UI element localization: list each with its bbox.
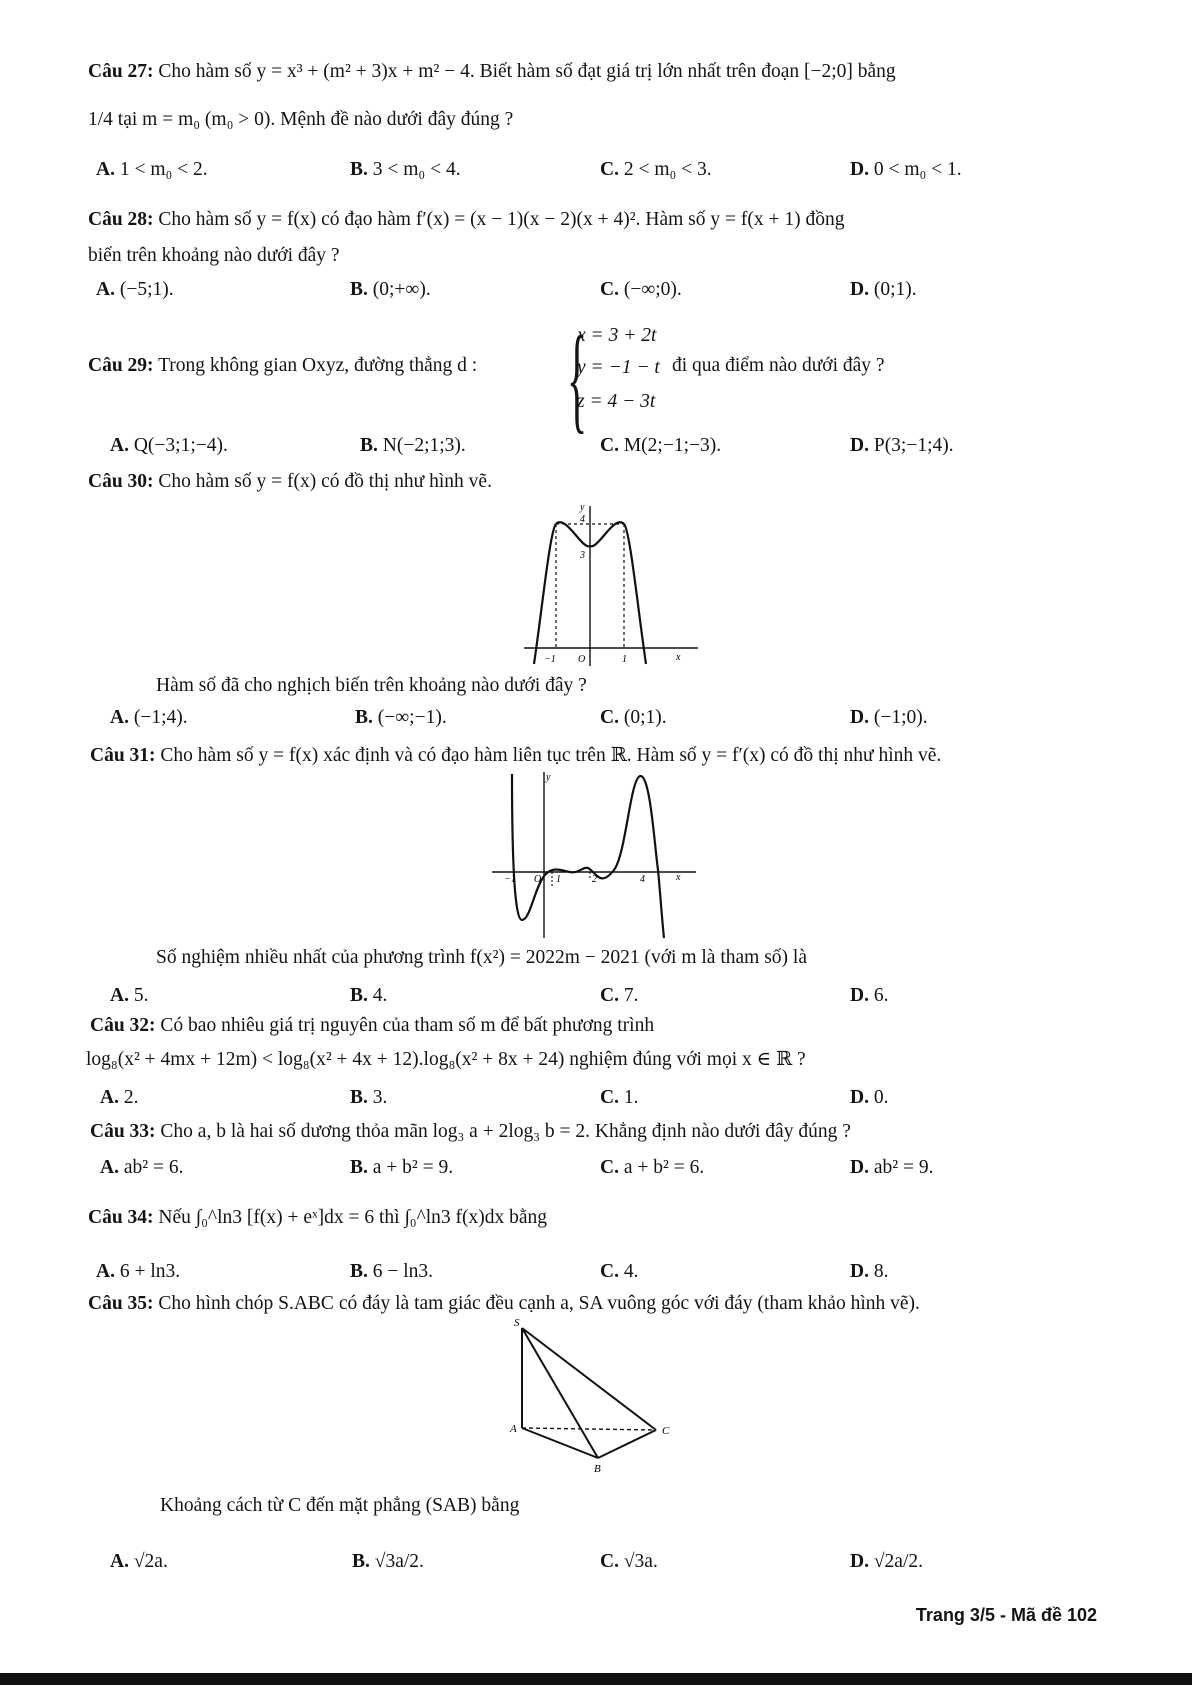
q33-option-a-text: ab² = 6. — [123, 1157, 184, 1178]
q29-option-b-text: N(−2;1;3). — [382, 435, 466, 456]
q31-option-b-key: B. — [350, 985, 368, 1006]
q29-system-brace: { — [567, 311, 588, 444]
q30-label-x: x — [676, 652, 681, 663]
q33-option-b[interactable] — [350, 1156, 453, 1180]
q35-line-1 — [88, 1292, 920, 1316]
q29-option-d[interactable] — [850, 434, 954, 458]
q30-text-1: Cho hàm số y = f(x) có đồ thị như hình vẽ. — [158, 471, 492, 492]
q34-number: Câu 34: — [88, 1207, 154, 1228]
q31-line-2 — [156, 946, 807, 970]
q28-option-d-text: (0;1). — [873, 279, 917, 300]
q29-line-2 — [672, 354, 885, 378]
q29-option-b-key: B. — [360, 435, 378, 456]
q35-edge-ac-hidden — [522, 1428, 656, 1430]
q30-label-y: y — [580, 502, 585, 513]
page-footer: Trang 3/5 - Mã đề 102 — [915, 1605, 1097, 1625]
q31-option-d-text: 6. — [873, 985, 889, 1006]
q28-option-a[interactable] — [96, 278, 174, 302]
q30-line-2 — [156, 674, 587, 698]
q30-option-d-text: (−1;0). — [873, 707, 928, 728]
q28-option-b-key: B. — [350, 279, 368, 300]
q33-option-d-key: D. — [850, 1157, 869, 1178]
q32-text-1: Có bao nhiêu giá trị nguyên của tham số m để bất phương trình — [160, 1015, 655, 1036]
q34-option-a-key: A. — [96, 1261, 115, 1282]
q30-label-minus1: −1 — [544, 654, 556, 665]
q34-option-a[interactable] — [96, 1260, 180, 1284]
q31-option-a-key: A. — [110, 985, 129, 1006]
q35-option-d-text: √2a/2. — [873, 1551, 923, 1572]
q27-option-c[interactable] — [600, 158, 712, 182]
q31-label-o: O — [534, 874, 542, 885]
q32-option-d-key: D. — [850, 1087, 869, 1108]
q35-option-c[interactable] — [600, 1550, 658, 1574]
q27-option-d-key: D. — [850, 159, 869, 180]
q31-label-y: y — [546, 772, 551, 783]
q35-pyramid — [506, 1318, 686, 1478]
q31-label-1: 1 — [556, 874, 561, 885]
q32-number: Câu 32: — [90, 1015, 156, 1036]
q30-graph — [520, 500, 700, 670]
q30-label-o: O — [578, 654, 586, 665]
q33-option-d[interactable] — [850, 1156, 933, 1180]
q32-option-b-key: B. — [350, 1087, 368, 1108]
q31-graph-svg — [490, 770, 700, 940]
q31-text-2: Số nghiệm nhiều nhất của phương trình f(x²) = 2022m − 2021 (với m là tham số) là — [156, 947, 807, 968]
q27-option-a-key: A. — [96, 159, 115, 180]
q27-option-c-key: C. — [600, 159, 619, 180]
q30-label-1: 1 — [622, 654, 627, 665]
q35-label-a: A — [510, 1423, 517, 1435]
q35-option-a-text: √2a. — [133, 1551, 168, 1572]
q30-option-b-text: (−∞;−1). — [377, 707, 447, 728]
q35-label-c: C — [662, 1425, 670, 1437]
q32-text-2: log₈(x² + 4mx + 12m) < log₈(x² + 4x + 12).log₈(x² + 8x + 24) nghiệm đúng với mọi x ∈ ℝ ? — [86, 1049, 806, 1070]
q29-option-b[interactable] — [360, 434, 466, 458]
q31-label-2: 2 — [592, 874, 597, 885]
q34-option-b-text: 6 − ln3. — [372, 1261, 434, 1282]
q32-option-b-text: 3. — [372, 1087, 388, 1108]
q30-option-d[interactable] — [850, 706, 928, 730]
q30-option-c-key: C. — [600, 707, 619, 728]
q35-number: Câu 35: — [88, 1293, 154, 1314]
q34-line-1 — [88, 1206, 547, 1230]
q33-option-c-text: a + b² = 6. — [623, 1157, 705, 1178]
q31-line-1 — [90, 744, 941, 768]
q32-option-a-key: A. — [100, 1087, 119, 1108]
q31-option-c-key: C. — [600, 985, 619, 1006]
q28-text-2: biến trên khoảng nào dưới đây ? — [88, 245, 340, 266]
q30-option-d-key: D. — [850, 707, 869, 728]
q29-option-a[interactable] — [110, 434, 228, 458]
q30-label-4: 4 — [580, 514, 585, 525]
q32-option-d[interactable] — [850, 1086, 888, 1110]
q31-option-d[interactable] — [850, 984, 888, 1008]
q30-option-a-text: (−1;4). — [133, 707, 188, 728]
q31-text-1: Cho hàm số y = f(x) xác định và có đạo hàm liên tục trên ℝ. Hàm số y = f′(x) có đồ thị như hình vẽ. — [160, 745, 942, 766]
q33-text-1: Cho a, b là hai số dương thỏa mãn log₃ a + 2log₃ b = 2. Khẳng định nào dưới đây đúng ? — [160, 1121, 851, 1142]
q35-option-b-key: B. — [352, 1551, 370, 1572]
q35-label-s: S — [514, 1318, 520, 1329]
q35-label-b: B — [594, 1463, 601, 1475]
q32-option-d-text: 0. — [873, 1087, 889, 1108]
q29-text-1: Trong không gian Oxyz, đường thẳng d : — [158, 355, 478, 376]
q28-option-b[interactable] — [350, 278, 431, 302]
q30-option-b[interactable] — [355, 706, 447, 730]
q30-option-c[interactable] — [600, 706, 667, 730]
q32-option-a[interactable] — [100, 1086, 138, 1110]
q28-line-1 — [88, 208, 844, 232]
q35-edge-bc — [598, 1430, 656, 1458]
q28-option-c[interactable] — [600, 278, 682, 302]
q31-option-a[interactable] — [110, 984, 148, 1008]
q27-option-a-text: 1 < m₀ < 2. — [119, 159, 208, 180]
q28-line-2 — [88, 244, 340, 268]
q28-option-a-key: A. — [96, 279, 115, 300]
q33-option-d-text: ab² = 9. — [873, 1157, 934, 1178]
q28-text-1: Cho hàm số y = f(x) có đạo hàm f′(x) = (x − 1)(x − 2)(x + 4)². Hàm số y = f(x + 1) đồng — [158, 209, 845, 230]
q27-option-b-text: 3 < m₀ < 4. — [372, 159, 461, 180]
q27-option-d-text: 0 < m₀ < 1. — [873, 159, 962, 180]
q29-option-d-text: P(3;−1;4). — [873, 435, 954, 456]
q32-option-b[interactable] — [350, 1086, 387, 1110]
q30-text-2: Hàm số đã cho nghịch biến trên khoảng nào dưới đây ? — [156, 675, 587, 696]
q30-option-c-text: (0;1). — [623, 707, 667, 728]
q27-line-2 — [88, 108, 513, 132]
q30-graph-svg — [520, 500, 700, 670]
q27-option-b-key: B. — [350, 159, 368, 180]
q28-number: Câu 28: — [88, 209, 154, 230]
q29-option-a-text: Q(−3;1;−4). — [133, 435, 228, 456]
q27-text-1: Cho hàm số y = x³ + (m² + 3)x + m² − 4. Biết hàm số đạt giá trị lớn nhất trên đoạn [−2;0] bằng — [158, 61, 896, 82]
q29-option-c[interactable] — [600, 434, 721, 458]
q34-option-d-text: 8. — [873, 1261, 889, 1282]
q35-option-d[interactable] — [850, 1550, 923, 1574]
q27-option-b[interactable] — [350, 158, 461, 182]
q34-option-c-key: C. — [600, 1261, 619, 1282]
q31-option-d-key: D. — [850, 985, 869, 1006]
q27-option-c-text: 2 < m₀ < 3. — [623, 159, 712, 180]
q35-text-1: Cho hình chóp S.ABC có đáy là tam giác đều cạnh a, SA vuông góc với đáy (tham khảo hình vẽ). — [158, 1293, 920, 1314]
q31-number: Câu 31: — [90, 745, 156, 766]
q32-option-c-text: 1. — [623, 1087, 639, 1108]
q27-option-d[interactable] — [850, 158, 962, 182]
q27-number: Câu 27: — [88, 61, 154, 82]
q29-eq-x: x = 3 + 2t — [577, 325, 657, 346]
q35-option-d-key: D. — [850, 1551, 869, 1572]
q33-option-c-key: C. — [600, 1157, 619, 1178]
q31-option-c-text: 7. — [623, 985, 639, 1006]
q35-option-a-key: A. — [110, 1551, 129, 1572]
q34-option-b[interactable] — [350, 1260, 433, 1284]
q31-option-b[interactable] — [350, 984, 387, 1008]
q35-pyramid-svg — [506, 1318, 686, 1478]
q28-option-a-text: (−5;1). — [119, 279, 174, 300]
q32-option-c-key: C. — [600, 1087, 619, 1108]
q33-number: Câu 33: — [90, 1121, 156, 1142]
q29-option-c-text: M(2;−1;−3). — [623, 435, 722, 456]
q33-option-a-key: A. — [100, 1157, 119, 1178]
q34-option-a-text: 6 + ln3. — [119, 1261, 181, 1282]
q29-option-a-key: A. — [110, 435, 129, 456]
q29-eq-y: y = −1 − t — [577, 357, 660, 378]
q29-eq-z: z = 4 − 3t — [577, 391, 656, 412]
q27-line-1 — [88, 60, 896, 84]
q30-label-3: 3 — [580, 550, 585, 561]
q32-option-c[interactable] — [600, 1086, 638, 1110]
q28-option-c-text: (−∞;0). — [623, 279, 682, 300]
q34-text-1: Nếu ∫₀^ln3 [f(x) + eˣ]dx = 6 thì ∫₀^ln3 f(x)dx bằng — [158, 1207, 548, 1228]
q33-option-c[interactable] — [600, 1156, 704, 1180]
q35-edge-sb — [522, 1328, 598, 1458]
q31-graph — [490, 770, 700, 940]
q28-option-c-key: C. — [600, 279, 619, 300]
q29-line-1 — [88, 354, 477, 378]
q30-option-a[interactable] — [110, 706, 188, 730]
q33-option-b-key: B. — [350, 1157, 368, 1178]
q35-option-b-text: √3a/2. — [374, 1551, 424, 1572]
q31-option-c[interactable] — [600, 984, 638, 1008]
q35-option-a[interactable] — [110, 1550, 168, 1574]
q30-option-a-key: A. — [110, 707, 129, 728]
q35-option-c-text: √3a. — [623, 1551, 658, 1572]
q35-edge-ab — [522, 1428, 598, 1458]
q30-number: Câu 30: — [88, 471, 154, 492]
q31-option-b-text: 4. — [372, 985, 388, 1006]
q28-option-d-key: D. — [850, 279, 869, 300]
q32-line-2 — [86, 1048, 806, 1072]
q31-curve — [512, 774, 664, 938]
q29-text-2: đi qua điểm nào dưới đây ? — [672, 355, 885, 376]
q35-line-2 — [160, 1494, 519, 1518]
q34-option-d-key: D. — [850, 1261, 869, 1282]
q31-option-a-text: 5. — [133, 985, 149, 1006]
q28-option-d[interactable] — [850, 278, 917, 302]
q27-option-a[interactable] — [96, 158, 208, 182]
q34-option-c-text: 4. — [623, 1261, 639, 1282]
q32-option-a-text: 2. — [123, 1087, 139, 1108]
q29-number: Câu 29: — [88, 355, 154, 376]
q33-option-b-text: a + b² = 9. — [372, 1157, 454, 1178]
q31-label-4: 4 — [640, 874, 645, 885]
q30-line-1 — [88, 470, 492, 494]
q31-label-minus1: −1 — [504, 874, 516, 885]
q32-line-1 — [90, 1014, 654, 1038]
q31-label-x: x — [676, 872, 681, 883]
bottom-scan-border — [0, 1673, 1192, 1685]
q35-edge-sc — [522, 1328, 656, 1430]
q35-option-b[interactable] — [352, 1550, 424, 1574]
q29-option-c-key: C. — [600, 435, 619, 456]
q34-option-c[interactable] — [600, 1260, 638, 1284]
q33-line-1 — [90, 1120, 851, 1144]
q35-option-c-key: C. — [600, 1551, 619, 1572]
q35-text-2: Khoảng cách từ C đến mặt phẳng (SAB) bằng — [160, 1495, 520, 1516]
q27-text-2: 1/4 tại m = m₀ (m₀ > 0). Mệnh đề nào dưới đây đúng ? — [88, 109, 514, 130]
q33-option-a[interactable] — [100, 1156, 183, 1180]
q30-option-b-key: B. — [355, 707, 373, 728]
q34-option-d[interactable] — [850, 1260, 888, 1284]
q28-option-b-text: (0;+∞). — [372, 279, 431, 300]
q29-option-d-key: D. — [850, 435, 869, 456]
q34-option-b-key: B. — [350, 1261, 368, 1282]
